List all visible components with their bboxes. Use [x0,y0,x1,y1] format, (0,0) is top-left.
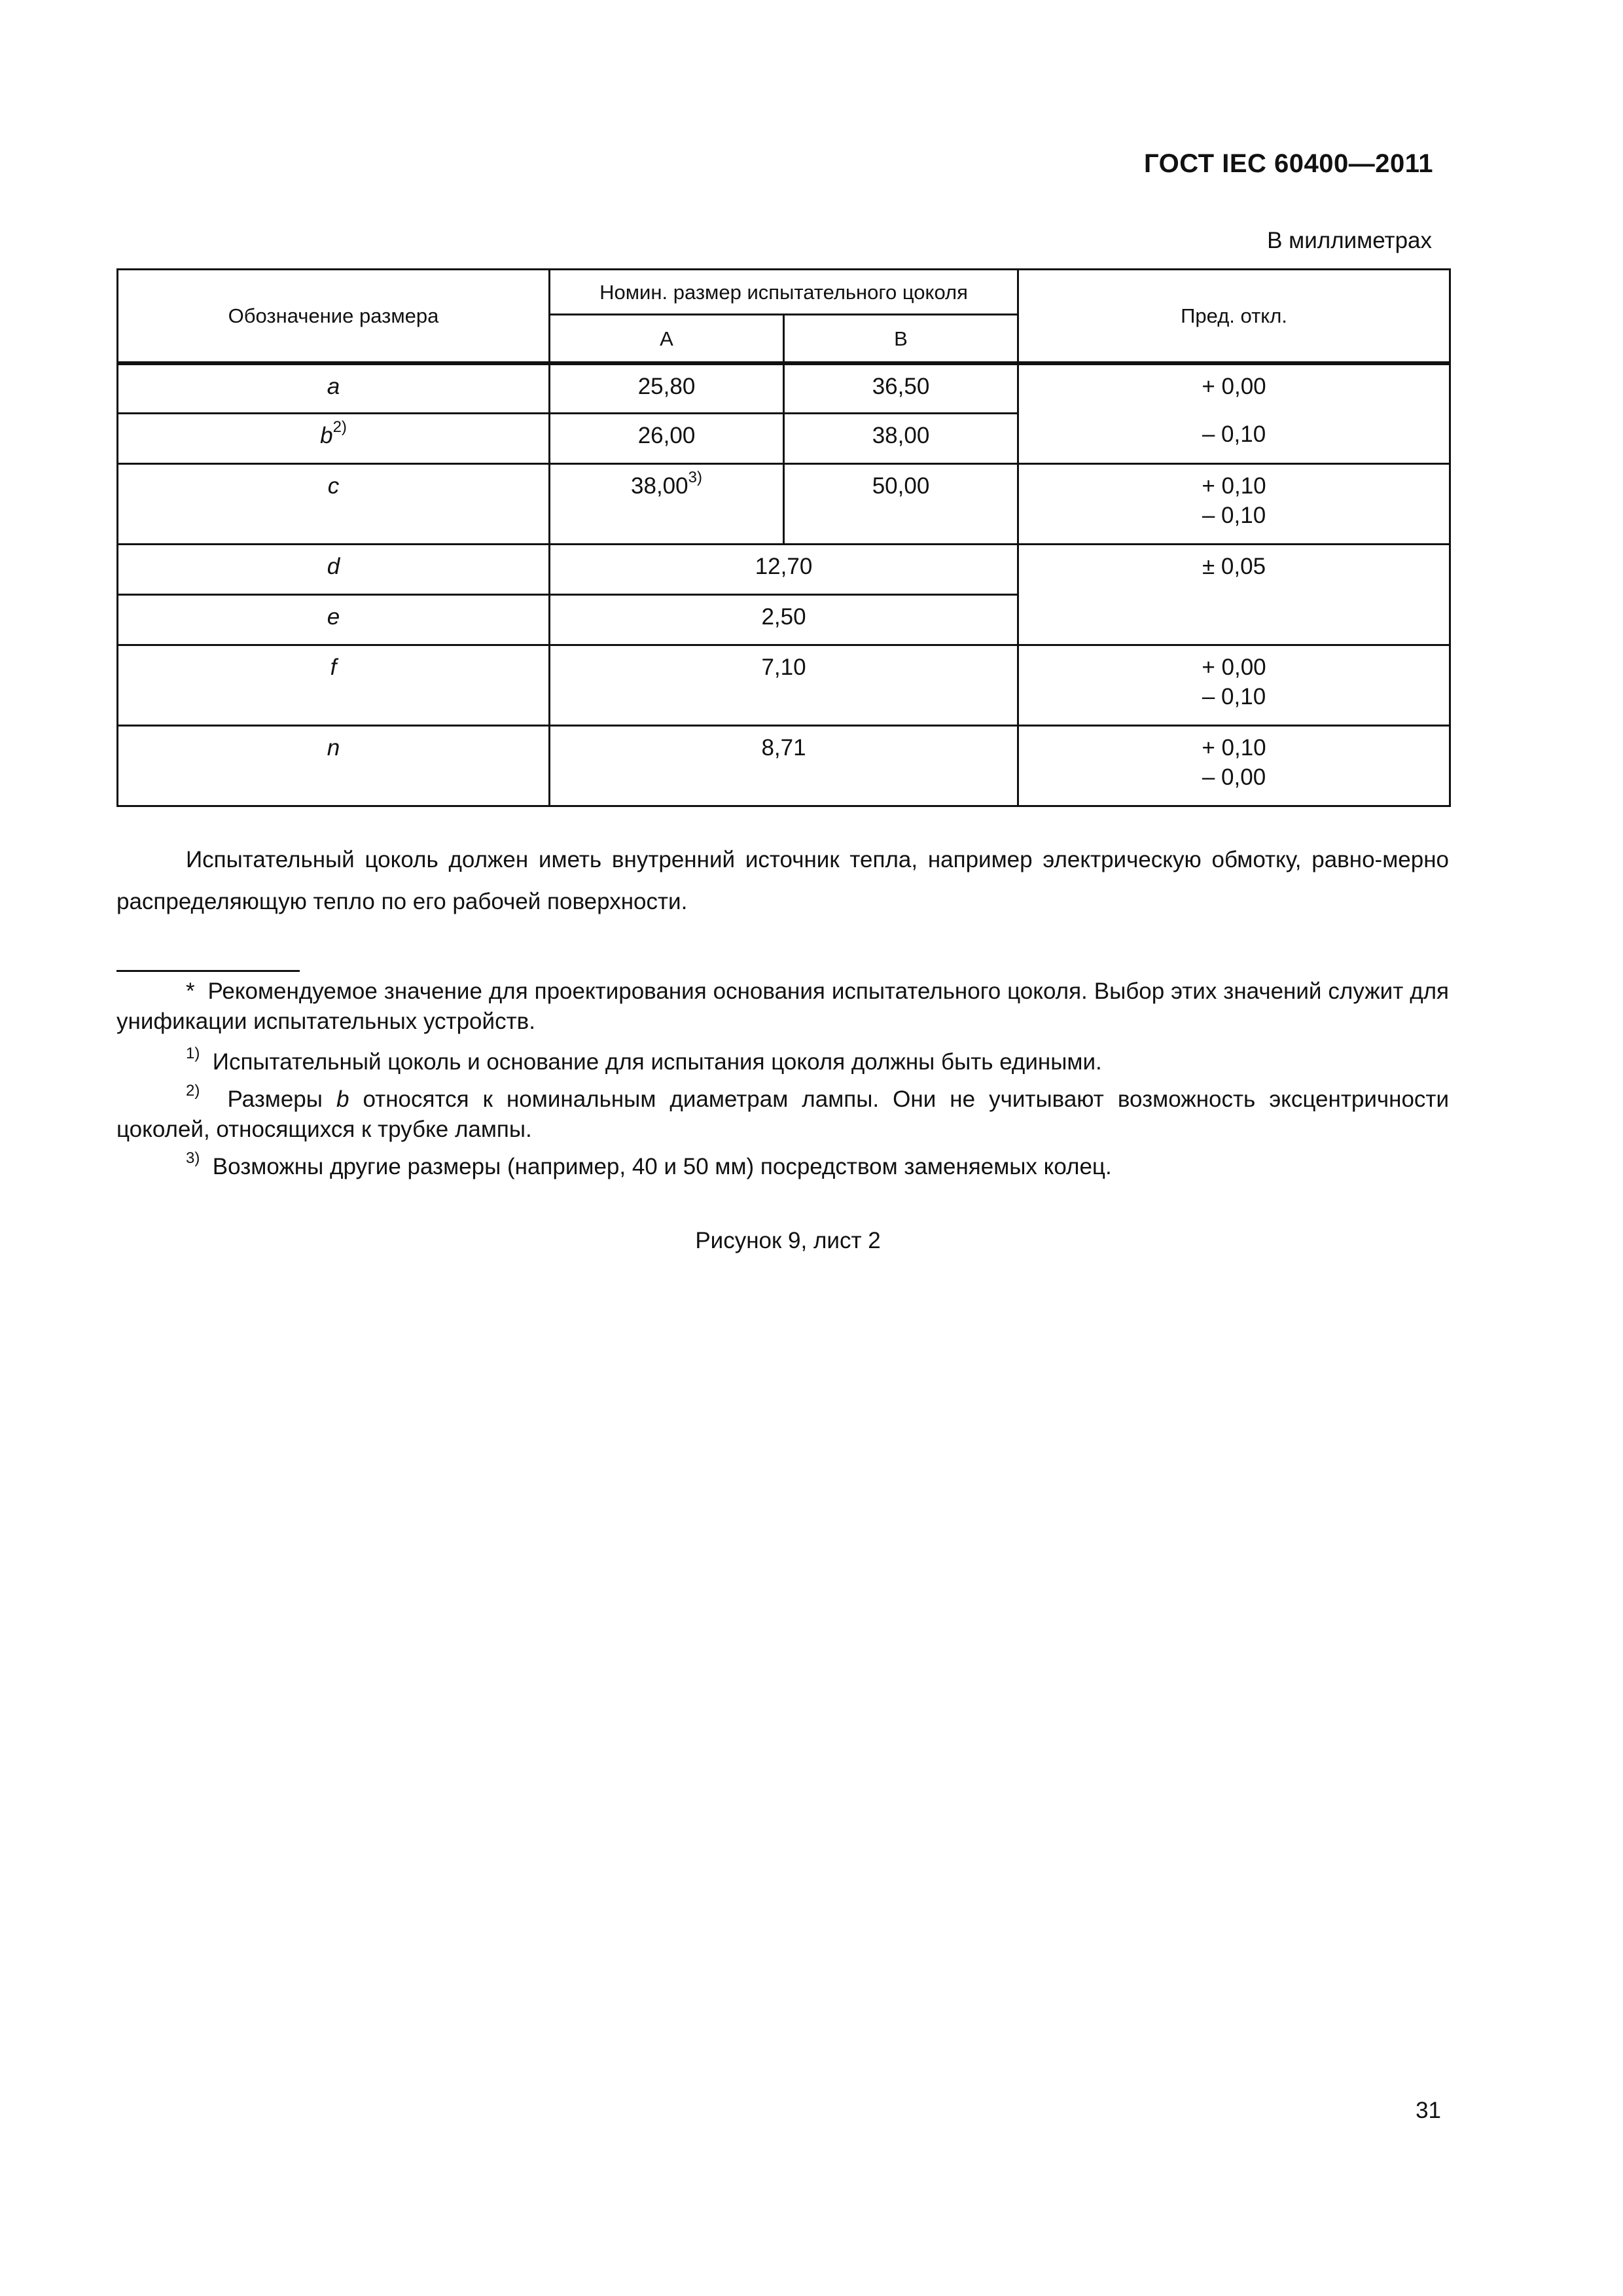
footnote-mark: * [186,978,195,1004]
table-header-row [118,270,1450,315]
tolerance-upper: + 0,10 [1202,735,1266,761]
figure-caption: Рисунок 9, лист 2 [695,1228,881,1253]
table-row [118,645,1450,726]
tolerance-lower: – 0,10 [1202,684,1266,709]
footnote-variable: b [336,1086,349,1112]
footnote-ref: 3) [688,469,702,487]
units-note: В миллиметрах [1267,228,1432,253]
table-row [118,363,1450,414]
footnote-star [116,977,1449,1037]
body-paragraph: Испытательный цоколь должен иметь внутренний источник тепла, например электрическую обмотку, равно-мерно распределяющую тепло по его рабочей поверхности. [116,847,1449,914]
tolerance-cell [1018,464,1450,545]
value-b: 36,50 [784,363,1018,414]
value-b: 50,00 [784,464,1018,545]
dimension-name: n [118,726,550,806]
tolerance-lower: – 0,10 [1202,503,1266,528]
tolerance-cell [1018,363,1450,464]
tolerance-lower: – 0,00 [1202,764,1266,790]
footnote-ref: 2) [332,418,347,437]
footnote-text: Возможны другие размеры (например, 40 и 50 мм) посредством заменяемых колец. [212,1154,1112,1179]
value-ab: 7,10 [550,645,1018,726]
footnote-text: Рекомендуемое значение для проектирования основания испытательного цоколя. Выбор этих значений служит для унификации испытательных устройств. [116,978,1449,1034]
dimension-name: $b^{2)}$ [118,414,550,464]
dimension-name: a [118,363,550,414]
tolerance-cell [1018,645,1450,726]
page-number: 31 [1416,2098,1441,2123]
value-ab: 8,71 [550,726,1018,806]
tolerance-upper: + 0,00 [1202,655,1266,680]
tolerance-cell: ± 0,05 [1018,545,1450,645]
value-a: 38,00$^{3)}$ [550,464,784,545]
footnote-1 [116,1047,1449,1077]
value-b: 38,00 [784,414,1018,464]
table-row [118,545,1450,595]
header-nominal: Номин. размер испытательного цоколя [550,270,1018,315]
dimension-name: f [118,645,550,726]
footnote-mark: 3) [186,1149,200,1168]
footnote-divider [116,970,300,972]
dimension-name: c [118,464,550,545]
dimensions-table [116,268,1451,807]
footnote-3 [116,1149,1449,1182]
value-ab: 12,70 [550,545,1018,595]
tolerance-upper: + 0,00 [1202,374,1266,399]
value-ab: 2,50 [550,595,1018,645]
header-tolerance: Пред. откл. [1018,270,1450,364]
header-col-b: В [784,315,1018,364]
table-row [118,726,1450,806]
tolerance-cell [1018,726,1450,806]
value-a: 25,80 [550,363,784,414]
table-row [118,464,1450,545]
footnote-text: Испытательный цоколь и основание для испытания цоколя должны быть едиными. [212,1049,1102,1075]
dimension-name: e [118,595,550,645]
header-col-a: А [550,315,784,364]
dimension-name: d [118,545,550,595]
header-designation: Обозначение размера [118,270,550,364]
footnote-mark: 1) [186,1045,200,1063]
tolerance-lower: – 0,10 [1202,422,1266,447]
footnote-2: $^{2)}$ Размеры b относятся к номинальным диаметрам лампы. Они не учитывают возможность эксцентричности цоколей, относящихся к трубке лампы. [116,1082,1449,1142]
value-a: 26,00 [550,414,784,464]
footnote-mark: 2) [186,1082,200,1100]
tolerance-upper: + 0,10 [1202,473,1266,499]
document-header: ГОСТ IEC 60400—2011 [1144,149,1433,178]
